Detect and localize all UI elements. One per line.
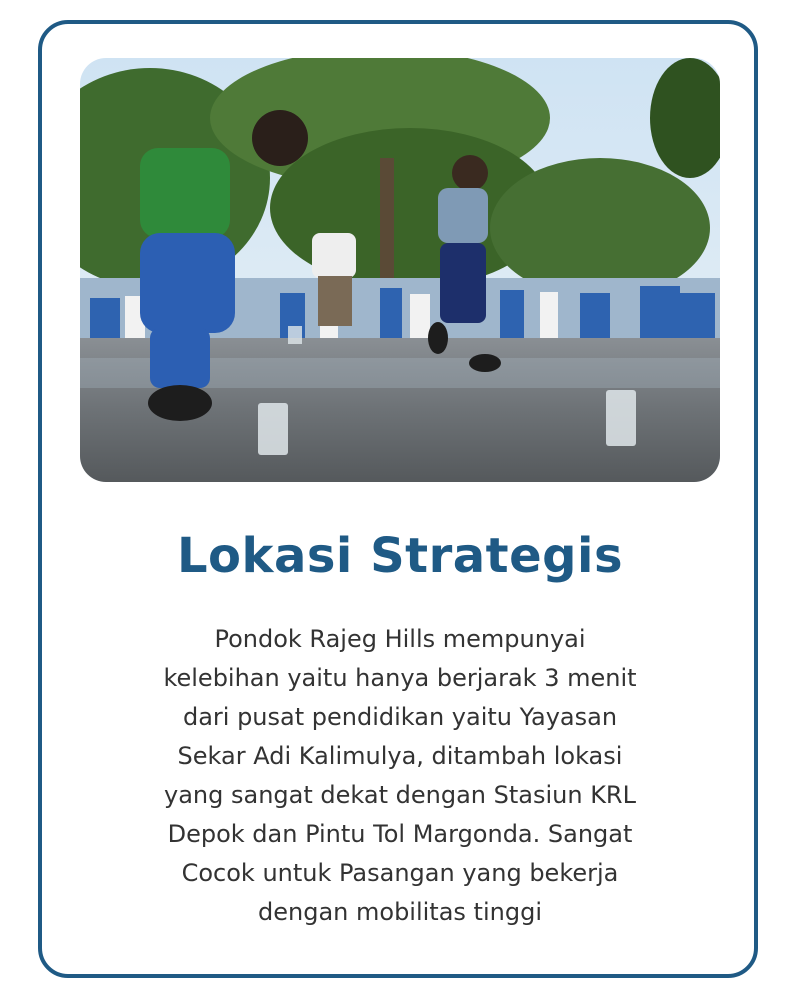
description-line: Depok dan Pintu Tol Margonda. Sangat (167, 820, 633, 848)
description-text (130, 620, 670, 932)
description-line: Sekar Adi Kalimulya, ditambah lokasi (177, 742, 623, 770)
description-line: dari pusat pendidikan yaitu Yayasan (182, 703, 618, 731)
description-line: kelebihan yaitu hanya berjarak 3 menit (163, 664, 637, 692)
children-games-photo (80, 58, 720, 482)
description-line: dengan mobilitas tinggi (258, 898, 542, 926)
page-title: Lokasi Strategis (176, 528, 624, 584)
description-line: yang sangat dekat dengan Stasiun KRL (164, 781, 636, 809)
description-line: Cocok untuk Pasangan yang bekerja (181, 859, 619, 887)
description-line: Pondok Rajeg Hills mempunyai (214, 625, 586, 653)
